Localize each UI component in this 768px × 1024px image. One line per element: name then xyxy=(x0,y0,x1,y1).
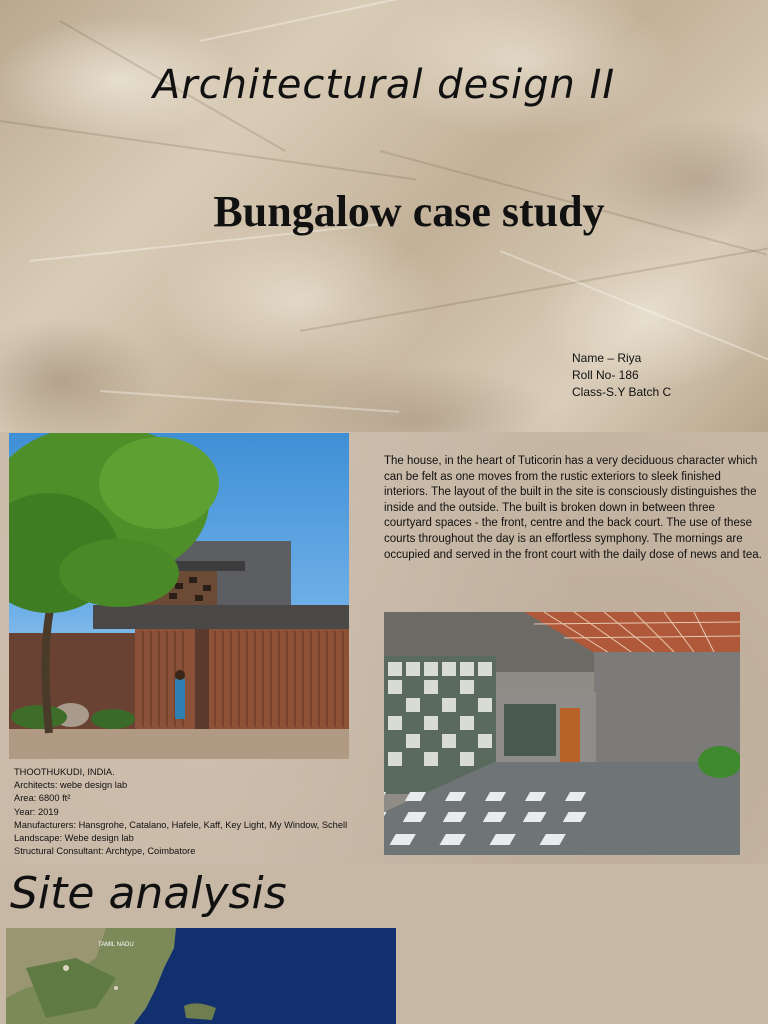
house-exterior-photo xyxy=(9,433,349,759)
student-details xyxy=(572,350,671,401)
class-batch: Class-S.Y Batch C xyxy=(572,385,672,399)
presentation-subtitle: Bungalow case study xyxy=(213,187,605,236)
site-analysis-slide xyxy=(0,864,768,1024)
info-year: Year: 2019 xyxy=(14,806,59,817)
info-area: Area: 6800 ft² xyxy=(14,793,71,804)
info-location: THOOTHUKUDI, INDIA. xyxy=(14,767,115,777)
student-name: Name – Riya xyxy=(572,351,642,365)
site-analysis-title: Site analysis xyxy=(10,868,287,919)
project-description: The house, in the heart of Tuticorin has a very deciduous character which can be felt as one moves from the rustic exteriors to sleek finished interiors. The layout of the built in the site is consciously distinguishes the inside and the outside. The built is broken down in between three courtyard spaces - the front, centre and the back court. The use of these courts throughout the day is an effortless symphony. The mornings are occupied and served in the front court with the daily dose of news and tea. xyxy=(384,455,762,561)
satellite-map xyxy=(6,928,396,1024)
project-info xyxy=(14,766,347,858)
info-architects: Architects: webe design lab xyxy=(14,780,128,791)
cover-slide xyxy=(0,0,768,432)
map-region-label: TAMIL NADU xyxy=(98,942,134,948)
info-landscape: Landscape: Webe design lab xyxy=(14,833,134,844)
presentation-title: Architectural design II xyxy=(152,62,616,108)
overview-slide xyxy=(0,432,768,864)
house-interior-photo xyxy=(384,612,740,855)
roll-number: Roll No- 186 xyxy=(572,368,639,382)
info-structural-consultant: Structural Consultant: Archtype, Coimbatore xyxy=(14,846,196,857)
info-manufacturers: Manufacturers: Hansgrohe, Catalano, Hafele, Kaff, Key Light, My Window, Schell xyxy=(14,819,348,830)
